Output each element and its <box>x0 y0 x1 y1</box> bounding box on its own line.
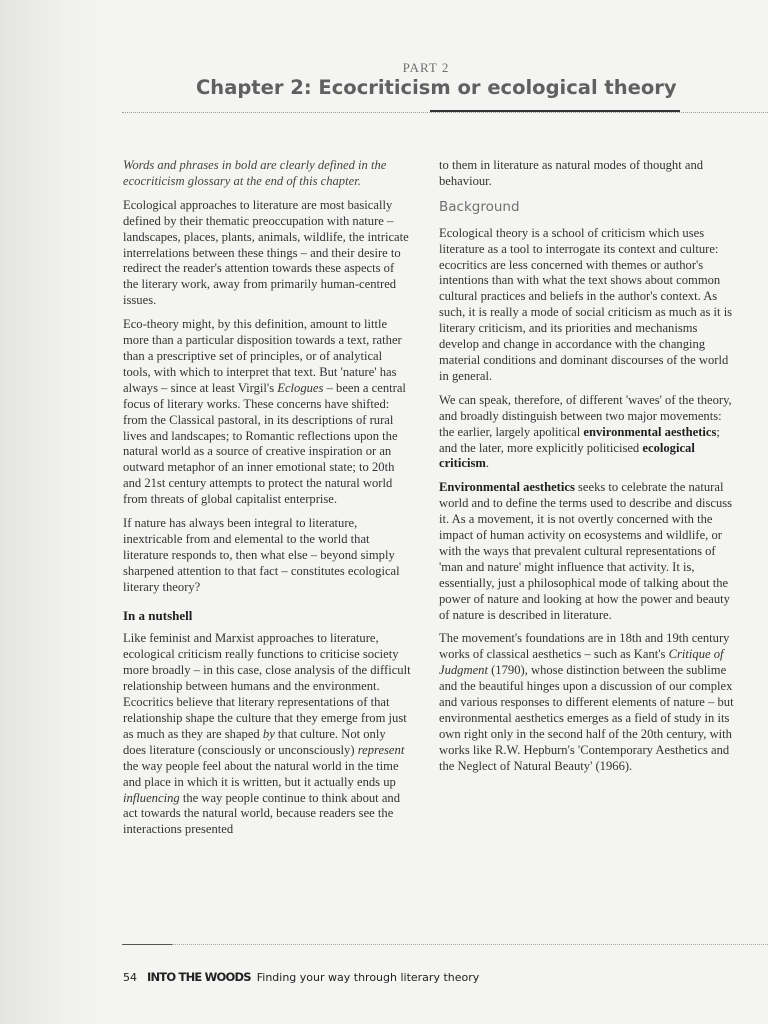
page-footer <box>123 970 479 984</box>
paragraph: If nature has always been integral to literature, inextricable from and elemental to the world that literature responds to, then what else – beyond simply sharpened attention to that fact – constitutes ecological literary theory? <box>123 516 400 594</box>
paragraph: Ecological theory is a school of criticism which uses literature as a tool to interrogate its context and culture: ecocritics are less concerned with themes or author's intentions than with what the text shows about common cultural practices and beliefs in the author's context. As such, it is really a mode of social criticism as much as it is literary criticism, and its priorities and mechanisms develop and change in accordance with the changing material conditions and dominant discourses of the world in general. <box>439 225 733 383</box>
page-number: 54 <box>123 971 137 984</box>
chapter-title: Chapter 2: Ecocriticism or ecological theory <box>196 76 677 99</box>
paragraph: Like feminist and Marxist approaches to literature, ecological criticism really functions to criticise society more broadly – in this case, close analysis of the difficult relationship between humans and the environment. Ecocritics believe that literary representations of that relationship shape the culture that they emerge from just as much as they are shaped by that culture. Not only does literature (consciously or unconsciously) represent the way people feel about the natural world in the time and place in which it is written, but it actually ends up influencing the way people continue to think about and act towards the natural world, because readers see the interactions presented <box>123 631 411 837</box>
glossary-term: environmental aesthetics <box>583 424 717 439</box>
header-accent-rule <box>430 110 680 112</box>
paragraph: Eco-theory might, by this definition, amount to little more than a particular disposition towards a text, rather than a prescriptive set of principles, or of analytical tools, with which to interpret that text. But 'nature' has always – since at least Virgil's Eclogues – been a central focus of literary works. These concerns have shifted: from the Classical pastoral, in its descriptions of rural lives and landscapes; to Romantic reflections upon the natural world as a source of creative inspiration or an outward metaphor of an inner emotional state; to 20th and 21st century attempts to protect the natural world from threats of global capitalist enterprise. <box>123 317 406 507</box>
paragraph: We can speak, therefore, of different 'waves' of the theory, and broadly distinguish between two major movements: the earlier, largely apolitical environmental aesthetics; and the later, more explicitly politicised ecological criticism. <box>439 392 732 471</box>
emphasis: Eclogues <box>277 380 324 395</box>
intro-note: Words and phrases in bold are clearly defined in the ecocriticism glossary at the end of this chapter. <box>123 158 387 188</box>
emphasis: Critique of Judgment <box>439 647 724 678</box>
left-column <box>123 158 411 846</box>
paragraph: The movement's foundations are in 18th and 19th century works of classical aesthetics – such as Kant's Critique of Judgment (1790), whose distinction between the sublime and the beautiful hinges upon a discussion of our complex and various responses to different elements of nature – but environmental aesthetics emerges as a field of study in its own right only in the second half of the 20th century, with works like R.W. Hepburn's 'Contemporary Aesthetics and the Neglect of Natural Beauty' (1966). <box>439 631 734 773</box>
book-brand: INTO THE WOODS <box>147 970 251 984</box>
paragraph: to them in literature as natural modes of thought and behaviour. <box>439 158 704 188</box>
footer-rule <box>122 944 172 945</box>
glossary-term: Environmental aesthetics <box>439 480 575 495</box>
emphasis: represent <box>357 742 405 757</box>
paragraph: Ecological approaches to literature are most basically defined by their thematic preoccupation with nature – landscapes, places, plants, animals, wildlife, the intricate interrelations between these things – and their desire to redirect the reader's attention towards these aspects of the literary work, away from primarily human-centred issues. <box>123 197 409 308</box>
section-heading: In a nutshell <box>123 607 193 623</box>
footer-divider <box>172 944 768 945</box>
emphasis: influencing <box>123 790 180 805</box>
part-label: PART 2 <box>402 60 450 75</box>
binding-shadow <box>0 0 110 1024</box>
section-heading: Background <box>439 198 520 215</box>
emphasis: by <box>262 726 275 741</box>
paragraph: Environmental aesthetics seeks to celebrate the natural world and to define the terms used to describe and discuss it. As a movement, it is not overtly concerned with the impact of human activity on ecosystems and wildlife, or with the ways that prevalent cultural representations of 'man and nature' might influence that activity. It is, essentially, just a philosophical mode of talking about the power of nature and looking at how the power and beauty of nature is described in literature. <box>439 480 733 622</box>
glossary-term: ecological criticism <box>439 440 695 471</box>
header-divider <box>122 112 768 113</box>
book-subtitle: Finding your way through literary theory <box>256 971 480 984</box>
right-column <box>439 158 739 783</box>
